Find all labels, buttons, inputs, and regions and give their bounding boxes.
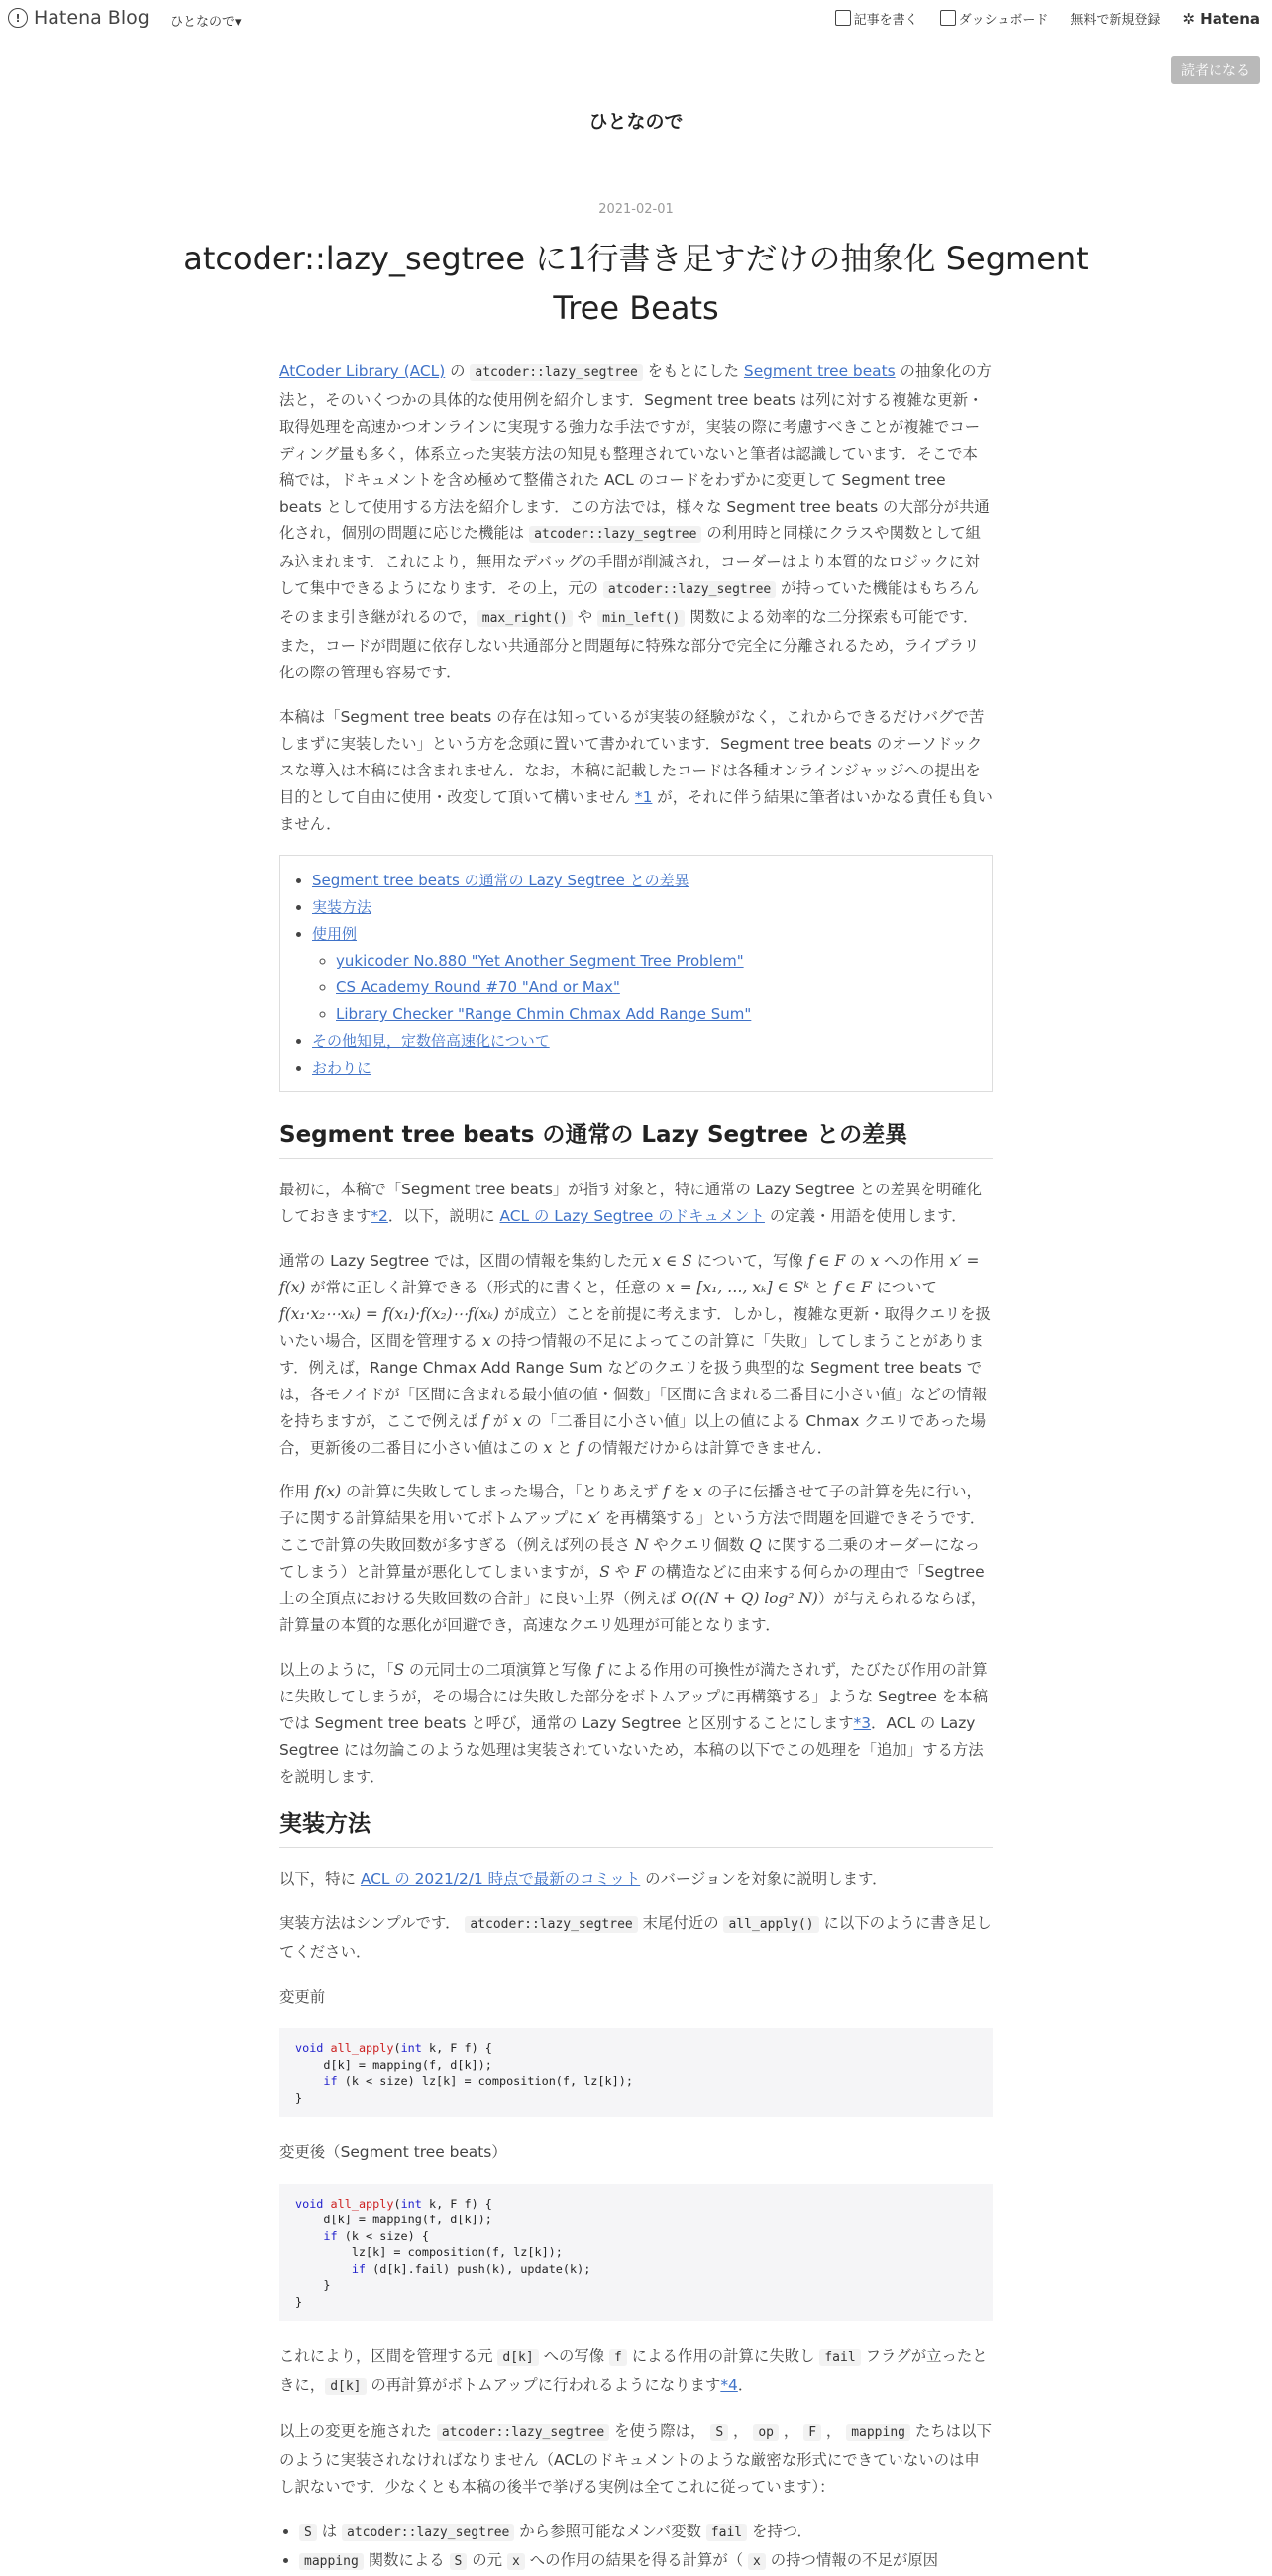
inline-code: max_right(): [477, 610, 573, 627]
inline-code: mapping: [846, 2424, 910, 2441]
inline-code: atcoder::lazy_segtree: [603, 581, 776, 598]
inline-code: d[k]: [325, 2378, 366, 2395]
signup-link[interactable]: 無料で新規登録: [1070, 13, 1161, 28]
inline-code: mapping: [299, 2553, 364, 2570]
write-post-link[interactable]: [835, 9, 918, 28]
inline-code: S: [710, 2424, 728, 2441]
inline-code: atcoder::lazy_segtree: [470, 364, 642, 381]
pencil-icon: [835, 10, 851, 26]
footnote-link-3[interactable]: *3: [853, 1713, 872, 1732]
toc-item-conclusion[interactable]: おわりに: [312, 1059, 372, 1078]
toc-item-other-knowledge[interactable]: その他知見，定数倍高速化について: [312, 1032, 550, 1051]
acl-lazy-segtree-doc-link[interactable]: ACL の Lazy Segtree のドキュメント: [499, 1207, 765, 1226]
requirements-list: [279, 2519, 993, 2576]
toc-item-csacademy[interactable]: CS Academy Round #70 "And or Max": [336, 979, 620, 997]
section-heading-implementation: 実装方法: [279, 1807, 993, 1848]
toc-item-differences[interactable]: Segment tree beats の通常の Lazy Segtree との差異: [312, 872, 689, 890]
code-block-before[interactable]: void all_apply(int k, F f) { d[k] = mapping(f, d[k]); if (k < size) lz[k] = composition(f, lz[k]); }: [279, 2028, 993, 2117]
write-post-label: 記事を書く: [853, 13, 918, 28]
sec1-paragraph-1: 最初に，本稿で「Segment tree beats」が指す対象と，特に通常の Lazy Segtree との差異を明確化しておきます*2．以下，説明に ACL の Lazy Segtree のドキュメント の定義・用語を使用します．: [279, 1181, 982, 1226]
acl-commit-link[interactable]: ACL の 2021/2/1 時点で最新のコミット: [360, 1870, 641, 1889]
sec2-paragraph-1: 以下，特に ACL の 2021/2/1 時点で最新のコミット のバージョンを対象に説明します．: [279, 1870, 888, 1889]
hatena-icon: ✲: [1182, 9, 1201, 28]
dashboard-label: ダッシュボード: [958, 13, 1049, 28]
hatena-label: Hatena: [1200, 9, 1260, 28]
sec1-paragraph-3: 作用 f(x) の計算に失敗してしまった場合，「とりあえず f を x の子に伝播させて子の計算を先に行い，子に関する計算結果を用いてボトムアップに x′ を再構築する」という方法で問題を回避できそうです．ここで計算の失敗回数が多すぎる（例えば列の長さ N やクエリ個数 Q に関する二乗のオーダーになってしまう）と計算量が悪化してしまいますが，S や F の構造などに由来する何らかの理由で「Segtree 上の全頂点における失敗回数の合計」に良い上界（例えば O((N + Q) log² N)）が与えられるならば，計算量の本質的な悪化が回避でき，高速なクエリ処理が可能となります．: [279, 1483, 987, 1634]
post-title: atcoder::lazy_segtree に1行書き足すだけの抽象化 Segment Tree Beats: [183, 240, 1089, 327]
inline-code: all_apply(): [723, 1916, 818, 1933]
intro-paragraph-2: 本稿は「Segment tree beats の存在は知っているが実装の経験がなく，これからできるだけバグで苦しまずに実装したい」という方を念頭に置いて書かれています．Segment tree beats のオーソドックスな導入は本稿には含まれません．なお，本稿に記載したコードは各種オンラインジャッジへの提出を目的として自由に使用・改変して頂いて構いません *1 が，それに伴う結果に筆者はいかなる責任も負いません．: [279, 707, 993, 833]
global-header: [0, 0, 1272, 36]
footnote-link-1[interactable]: *1: [634, 787, 653, 806]
code-caption-before: 変更前: [279, 1988, 326, 2007]
inline-code: atcoder::lazy_segtree: [437, 2424, 609, 2441]
inline-code: min_left(): [597, 610, 685, 627]
segment-tree-beats-link[interactable]: Segment tree beats: [743, 362, 896, 380]
table-of-contents: [279, 855, 993, 1092]
list-item: • mapping 関数による S の元 x への作用の結果を得る計算が（ x の持つ情報の不足が原因: [299, 2547, 993, 2576]
sec2-paragraph-2: 実装方法はシンプルです． atcoder::lazy_segtree 末尾付近の all_apply() に以下のように書き足してください．: [279, 1914, 992, 1962]
inline-code: atcoder::lazy_segtree: [465, 1916, 637, 1933]
brand-text: Hatena Blog: [34, 7, 150, 29]
blog-title[interactable]: ひとなので: [588, 111, 684, 133]
inline-code: f: [609, 2349, 627, 2366]
blog-menu[interactable]: ひとなので▾: [170, 15, 242, 30]
sec2-paragraph-4: 以上の変更を施された atcoder::lazy_segtree を使う際は， S ， op ， F ， mapping たちは以下のように実装されなければなりません（ACLのドキュメントのような厳密な形式にできていないのは申し訳ないです．少なくとも本稿の後半で挙げる実例は全てこれに従っています）：: [279, 2422, 992, 2497]
header-nav: [835, 9, 1260, 28]
inline-code: d[k]: [497, 2349, 538, 2366]
inline-code: atcoder::lazy_segtree: [529, 526, 701, 543]
inline-code: x: [748, 2553, 766, 2570]
inline-code: S: [450, 2553, 468, 2570]
intro-paragraph-1: AtCoder Library (ACL) の atcoder::lazy_segtree をもとにした Segment tree beats の抽象化の方法と，そのいくつかの具体的な使用例を紹介します．Segment tree beats は列に対する複雑な更新・取得処理を高速かつオンラインに実現する強力な手法ですが，実装の際に考慮すべきことが複雑でコーディング量も多く，体系立った実装方法の知見も整理されていないと筆者は認識しています．そこで本稿では，ドキュメントを含め極めて整備された ACL のコードをわずかに変更して Segment tree beats として使用する方法を紹介します．この方法では，様々な Segment tree beats の大部分が共通化され，個別の問題に応じた機能は atcoder::lazy_segtree の利用時と同様にクラスや関数として組み込まれます．これにより，無用なデバッグの手間が削減され，コーダーはより本質的なロジックに対して集中できるようになります．その上，元の atcoder::lazy_segtree が持っていた機能はもちろんそのまま引き継がれるので， max_right() や min_left() 関数による効率的な二分探索も可能です．また，コードが問題に依存しない共通部分と問題毎に特殊な部分で完全に分離されるため，ライブラリ化の際の管理も容易です．: [279, 362, 992, 681]
toc-item-examples[interactable]: 使用例: [312, 925, 358, 944]
list-item: • S は atcoder::lazy_segtree から参照可能なメンバ変数 fail を持つ．: [299, 2519, 993, 2547]
toc-item-implementation[interactable]: 実装方法: [312, 898, 372, 917]
inline-code: x: [507, 2553, 525, 2570]
follow-button[interactable]: 読者になる: [1171, 56, 1260, 84]
toc-item-library-checker[interactable]: Library Checker "Range Chmin Chmax Add Range Sum": [336, 1005, 752, 1024]
post-date[interactable]: 2021-02-01: [598, 202, 674, 217]
sec1-paragraph-2: 通常の Lazy Segtree では，区間の情報を集約した元 x ∈ S について，写像 f ∈ F の x への作用 x′ = f(x) が常に正しく計算できる（形式的に書くと，任意の x = [x₁, …, xₖ] ∈ Sᵏ と f ∈ F について f(x₁·x₂⋯xₖ) = f(x₁)·f(x₂)⋯f(xₖ) が成立）ことを前提に考えます．しかし，複雑な更新・取得クエリを扱いたい場合，区間を管理する x の持つ情報の不足によってこの計算に「失敗」してしまうことがあります．例えば，Range Chmax Add Range Sum などのクエリを扱う典型的な Segment tree beats では，各モノイドが「区間に含まれる最小値の値・個数」「区間に含まれる二番目に小さい値」などの情報を持ちますが，ここで例えば f が x の「二番目に小さい値」以上の値による Chmax クエリであった場合，更新後の二番目に小さい値はこの x と f の情報だけからは計算できません．: [279, 1252, 991, 1457]
hatena-menu[interactable]: [1182, 10, 1260, 28]
inline-code: S: [299, 2524, 317, 2541]
hatena-blog-logo[interactable]: [8, 7, 150, 29]
inline-code: fail: [706, 2524, 747, 2541]
code-block-after[interactable]: void all_apply(int k, F f) { d[k] = mapping(f, d[k]); if (k < size) { lz[k] = composition(f, lz[k]); if (d[k].fail) push(k), update(k); } }: [279, 2184, 993, 2322]
hatena-logo-icon: !: [8, 8, 28, 28]
section-heading-differences: Segment tree beats の通常の Lazy Segtree との差異: [279, 1118, 993, 1159]
code-caption-after: 変更後（Segment tree beats）: [279, 2143, 507, 2162]
article-body: [279, 359, 993, 2576]
toc-item-yukicoder[interactable]: yukicoder No.880 "Yet Another Segment Tree Problem": [336, 952, 744, 971]
inline-code: atcoder::lazy_segtree: [342, 2524, 514, 2541]
sec2-paragraph-3: これにより，区間を管理する元 d[k] への写像 f による作用の計算に失敗し fail フラグが立ったときに， d[k] の再計算がボトムアップに行われるようになります*4．: [279, 2347, 988, 2395]
dashboard-link[interactable]: [940, 9, 1049, 28]
footnote-link-4[interactable]: *4: [720, 2376, 738, 2395]
inline-code: op: [753, 2424, 779, 2441]
dashboard-icon: [940, 10, 956, 26]
acl-link[interactable]: AtCoder Library (ACL): [279, 362, 446, 380]
inline-code: fail: [819, 2349, 860, 2366]
sec1-paragraph-4: 以上のように，「S の元同士の二項演算と写像 f による作用の可換性が満たされず，たびたび作用の計算に失敗してしまうが，その場合には失敗した部分をボトムアップに再構築する」ような Segtree を本稿では Segment tree beats と呼び，通常の Lazy Segtree と区別することにします*3．ACL の Lazy Segtree には勿論このような処理は実装されていないため，本稿の以下でこの処理を「追加」する方法を説明します．: [279, 1660, 989, 1786]
inline-code: F: [803, 2424, 821, 2441]
footnote-link-2[interactable]: *2: [371, 1207, 388, 1226]
